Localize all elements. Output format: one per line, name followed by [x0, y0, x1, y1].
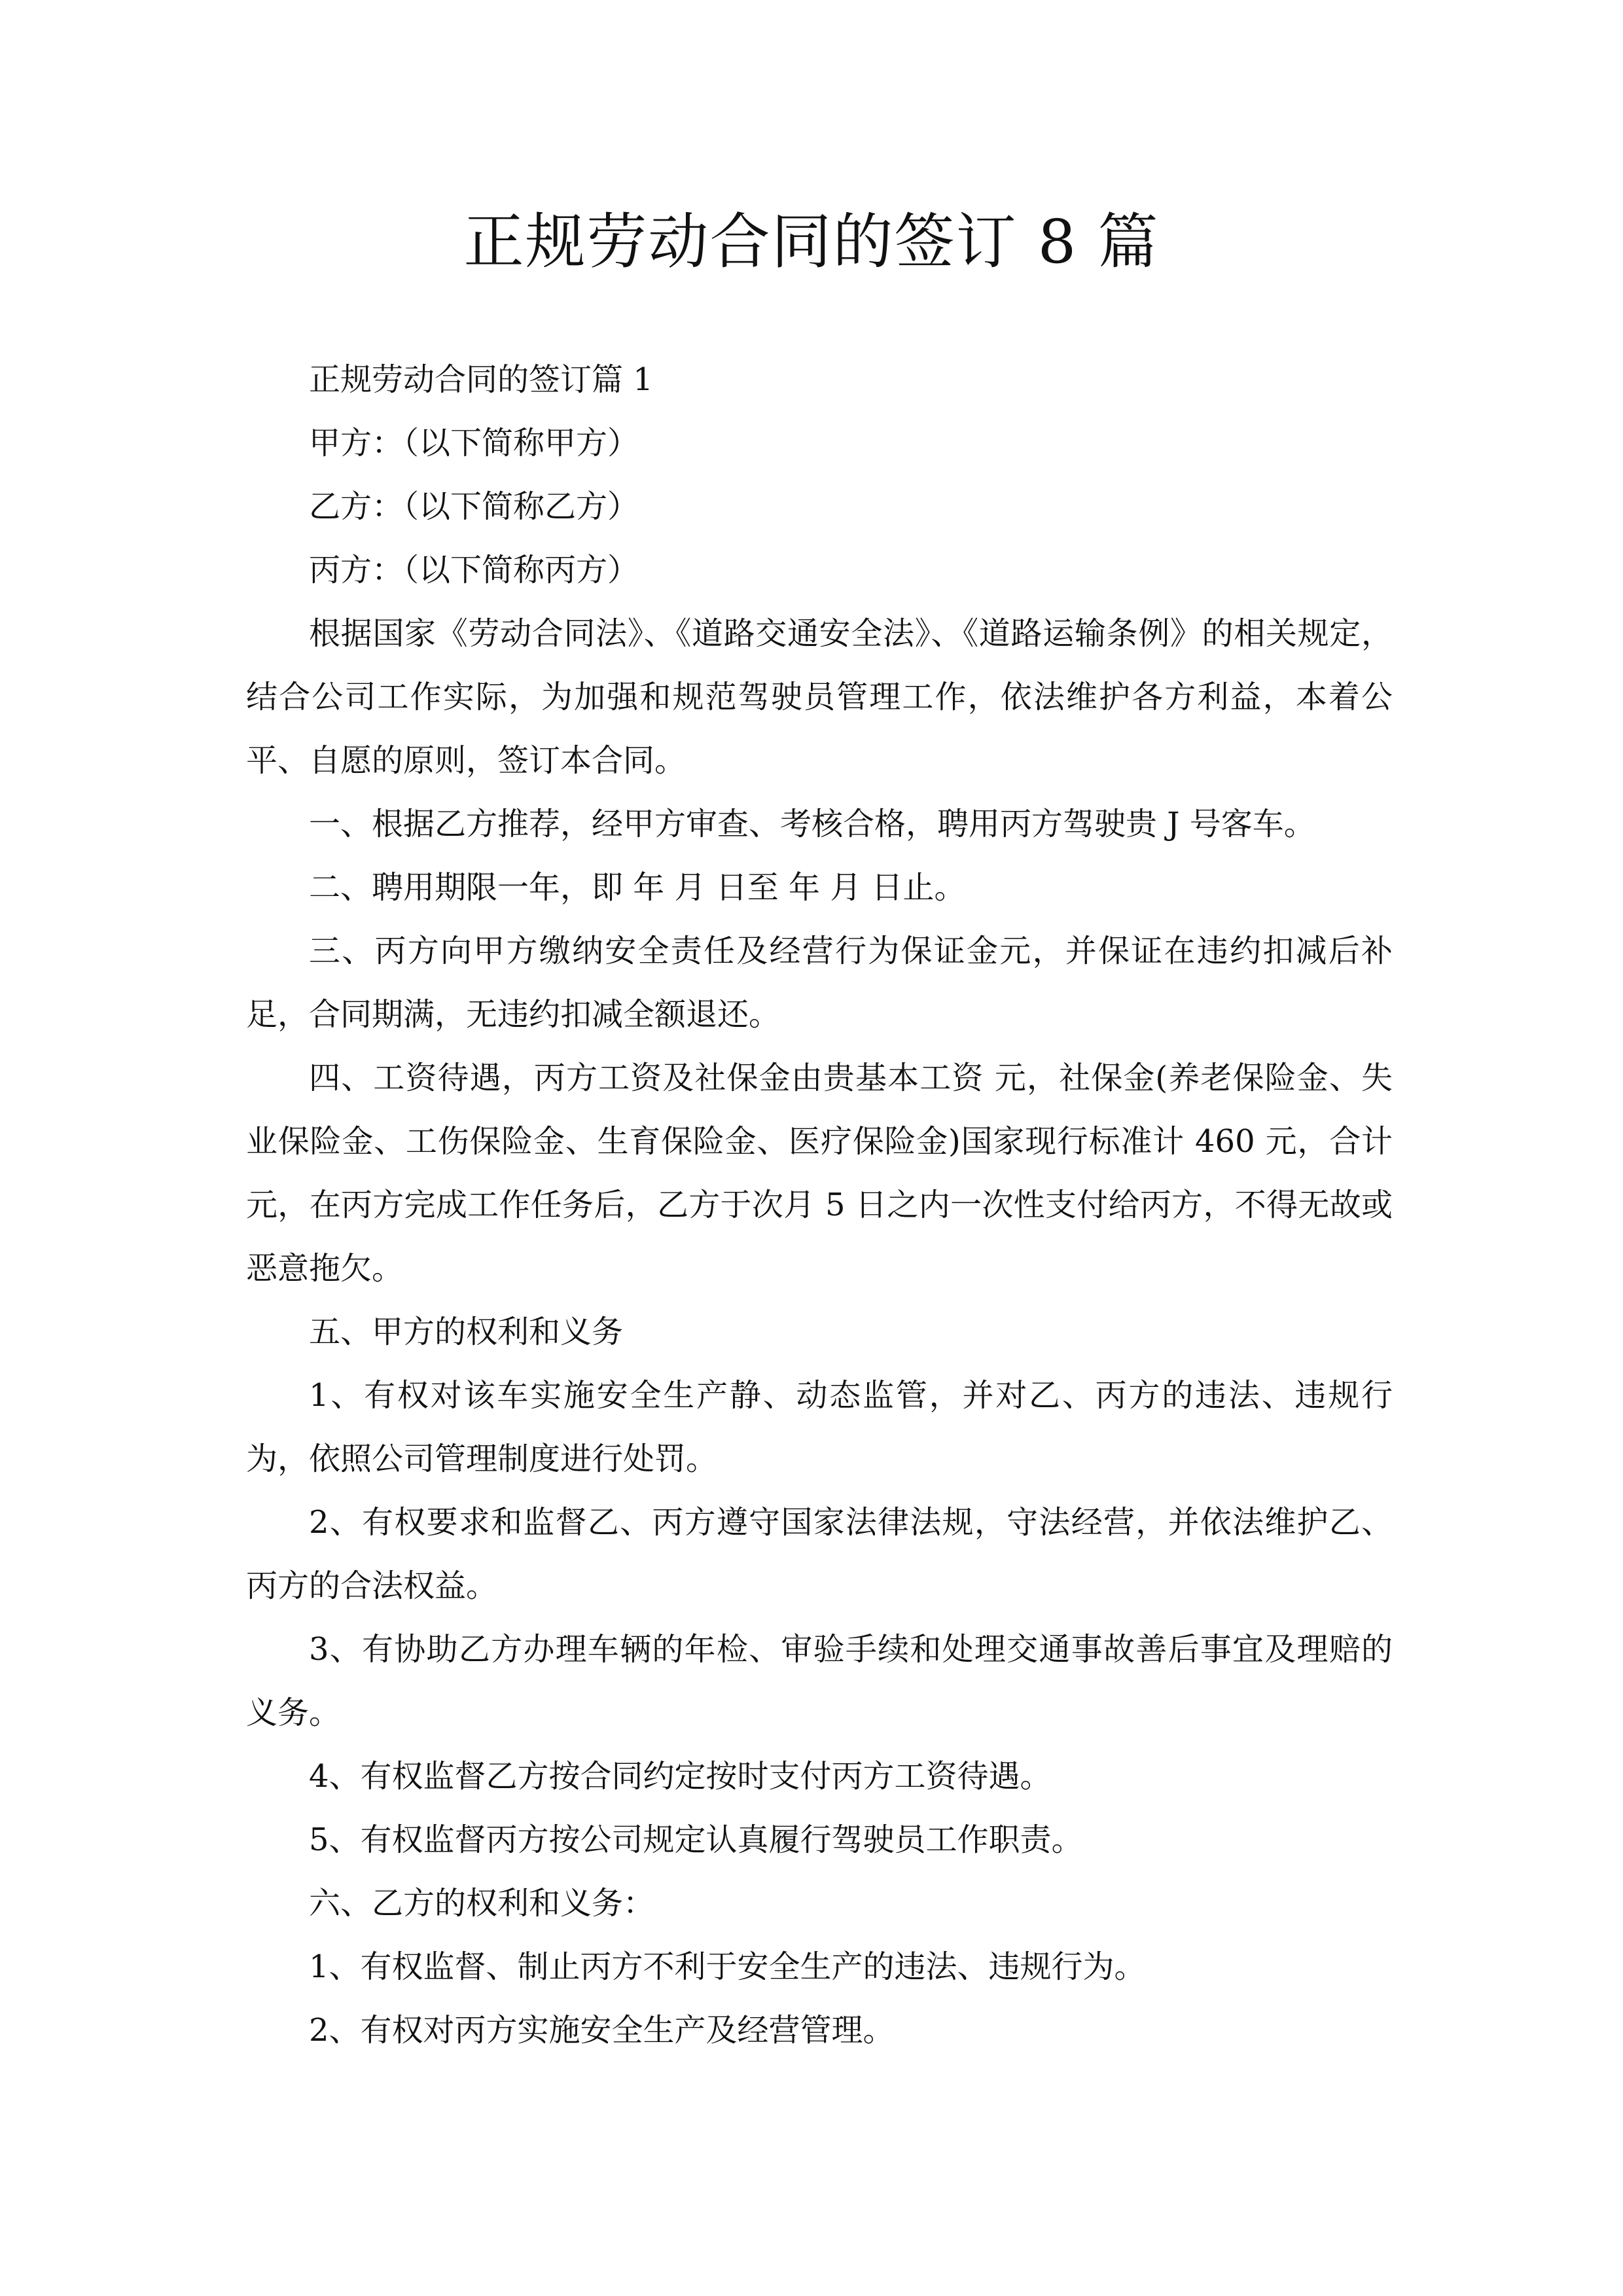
party-b-line: 乙方：（以下简称乙方）	[309, 488, 639, 525]
document-title: 正规劳动合同的签订 8 篇	[463, 207, 1160, 277]
clause-2: 二、聘用期限一年，即 年 月 日至 年 月 日止。	[309, 869, 966, 906]
clause-5-item-1: 1、有权对该车实施安全生产静、动态监管，并对乙、丙方的违法、违规行为，依照公司管理制度进行处罚。	[246, 1377, 1393, 1477]
clause-3: 三、丙方向甲方缴纳安全责任及经营行为保证金元，并保证在违约扣减后补足，合同期满，无违约扣减全额退还。	[246, 933, 1393, 1033]
document-body	[246, 348, 1393, 2062]
clause-5-item-4: 4、有权监督乙方按合同约定按时支付丙方工资待遇。	[309, 1758, 1052, 1795]
clause-6-item-1: 1、有权监督、制止丙方不利于安全生产的违法、违规行为。	[309, 1948, 1146, 1985]
clause-1: 一、根据乙方推荐，经甲方审查、考核合格，聘用丙方驾驶贵 J 号客车。	[309, 806, 1315, 842]
clause-5-heading: 五、甲方的权利和义务	[309, 1314, 624, 1350]
clause-4: 四、工资待遇，丙方工资及社保金由贵基本工资 元，社保金(养老保险金、失业保险金、工伤保险金、生育保险金、医疗保险金)国家现行标准计 460 元，合计 元，在丙方完成工作任务后，乙方于次月 5 日之内一次性支付给丙方，不得无故或恶意拖欠。	[246, 1060, 1393, 1287]
clause-5-item-5: 5、有权监督丙方按公司规定认真履行驾驶员工作职责。	[309, 1821, 1083, 1858]
preamble-paragraph: 根据国家《劳动合同法》、《道路交通安全法》、《道路运输条例》的相关规定，结合公司工作实际，为加强和规范驾驶员管理工作，依法维护各方利益，本着公平、自愿的原则，签订本合同。	[246, 615, 1393, 779]
party-a-line: 甲方：（以下简称甲方）	[309, 425, 639, 461]
section-heading: 正规劳动合同的签订篇 1	[309, 361, 653, 398]
clause-6-item-2: 2、有权对丙方实施安全生产及经营管理。	[309, 2012, 895, 2049]
clause-5-item-3: 3、有协助乙方办理车辆的年检、审验手续和处理交通事故善后事宜及理赔的义务。	[246, 1631, 1393, 1731]
clause-6-heading: 六、乙方的权利和义务：	[309, 1885, 655, 1922]
clause-5-item-2: 2、有权要求和监督乙、丙方遵守国家法律法规，守法经营，并依法维护乙、丙方的合法权益。	[246, 1504, 1393, 1604]
party-c-line: 丙方：（以下简称丙方）	[309, 552, 639, 588]
